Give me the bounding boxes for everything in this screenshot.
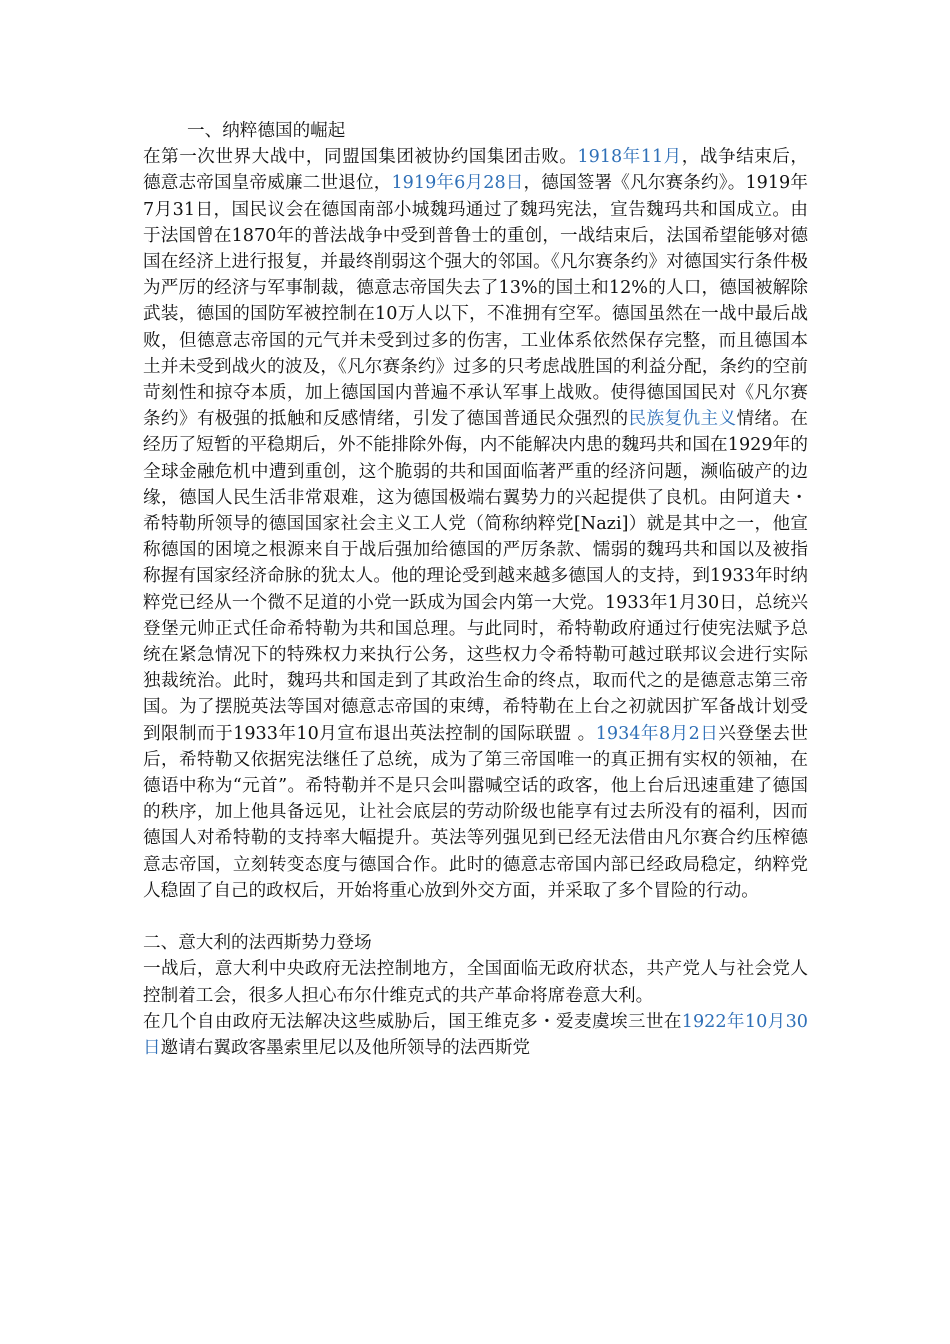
section-heading-nazi-germany: 一、纳粹德国的崛起 <box>187 121 346 141</box>
link-date-1922-10-30[interactable]: 1922年10月30日 <box>143 1011 808 1059</box>
link-date-1919-06-28[interactable]: 1919年6月28日 <box>391 173 524 194</box>
text-run: 一战后，意大利中央政府无法控制地方，全国面临无政府状态，共产党人与社会党人控制着工会，很多人担心布尔什维克式的共产革命将席卷意大利。 <box>143 959 808 1006</box>
link-date-1918-11[interactable]: 1918年11月 <box>577 147 682 168</box>
paragraph-italy-king <box>143 1009 808 1061</box>
blank-line <box>143 904 808 930</box>
paragraph-italy-postwar <box>143 956 808 1008</box>
link-national-revanchism[interactable]: 民族复仇主义 <box>628 409 737 430</box>
text-run: 兴登堡去世后，希特勒又依据宪法继任了总统，成为了第三帝国唯一的真正拥有实权的领袖，在德语中称为“元首”。希特勒并不是只会叫嚣喊空话的政客，他上台后迅速重建了德国的秩序，加上他具备远见，让社会底层的劳动阶级也能享有过去所没有的福利，因而德国人对希特勒的支持率大幅提升。英法等列强见到已经无法借由凡尔赛合约压榨德意志帝国，立刻转变态度与德国合作。此时的德意志帝国内部已经政局稳定，纳粹党人稳固了自己的政权后，开始将重心放到外交方面，并采取了多个冒险的行动。 <box>143 723 808 901</box>
paragraph-nazi-germany <box>143 144 808 904</box>
link-date-1934-08-02[interactable]: 1934年8月2日 <box>595 723 719 744</box>
text-run: 在第一次世界大战中，同盟国集团被协约国集团击败。 <box>143 147 578 168</box>
text-run: 在几个自由政府无法解决这些威胁后，国王维克多・爱麦虞埃三世在 <box>143 1011 682 1032</box>
text-run: ，德国签署《凡尔赛条约》。1919年7月31日，国民议会在德国南部小城魏玛通过了魏玛宪法，宣告魏玛共和国成立。由于法国曾在1870年的普法战争中受到普鲁士的重创，一战结束后，法国希望能够对德国在经济上进行报复，并最终削弱这个强大的邻国。《凡尔赛条约》对德国实行条件极为严厉的经济与军事制裁，德意志帝国失去了13%的国土和12%的人口，德国被解除武装，德国的国防军被控制在10万人以下，不准拥有空军。德国虽然在一战中最后战败，但德意志帝国的元气并未受到过多的伤害，工业体系依然保存完整，而且德国本土并未受到战火的波及，《凡尔赛条约》过多的只考虑战胜国的利益分配，条约的空前苛刻性和掠夺本质，加上德国国内普遍不承认军事上战败。使得德国国民对《凡尔赛条约》有极强的抵触和反感情绪，引发了德国普通民众强烈的 <box>143 173 808 430</box>
text-run: 情绪。在经历了短暂的平稳期后，外不能排除外侮，内不能解决内患的魏玛共和国在1929年的全球金融危机中遭到重创，这个脆弱的共和国面临著严重的经济问题，濒临破产的边缘，德国人民生活非常艰难，这为德国极端右翼势力的兴起提供了良机。由阿道夫・希特勒所领导的德国国家社会主义工人党（简称纳粹党[Nazi]）就是其中之一，他宣称德国的困境之根源来自于战后强加给德国的严厉条款、懦弱的魏玛共和国以及被指称握有国家经济命脉的犹太人。他的理论受到越来越多德国人的支持，到1933年时纳粹党已经从一个微不足道的小党一跃成为国会内第一大党。1933年1月30日，总统兴登堡元帅正式任命希特勒为共和国总理。与此同时，希特勒政府通过行使宪法赋予总统在紧急情况下的特殊权力来执行公务，这些权力令希特勒可越过联邦议会进行实际独裁统治。此时，魏玛共和国走到了其政治生命的终点，取而代之的是德意志第三帝国。为了摆脱英法等国对德意志帝国的束缚，希特勒在上台之初就因扩军备战计划受到限制而于1933年10月宣布退出英法控制的国际联盟 。 <box>143 409 808 744</box>
text-run: 邀请右翼政客墨索里尼以及他所领导的法西斯党 <box>160 1038 531 1059</box>
document-body <box>143 118 808 1061</box>
section-heading-italy-fascism: 二、意大利的法西斯势力登场 <box>143 933 372 954</box>
text-run: ，战争结束后，德意志帝国皇帝威廉二世退位， <box>143 147 808 194</box>
